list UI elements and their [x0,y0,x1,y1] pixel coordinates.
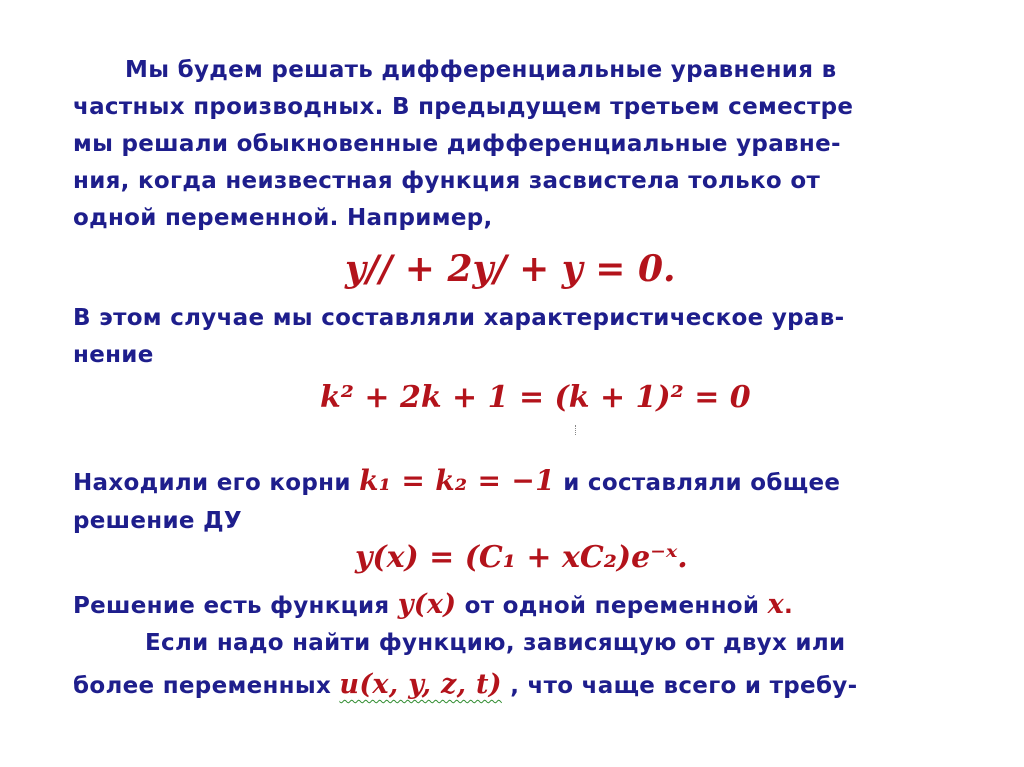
paragraph3-text-after: и составляли общее [554,470,841,496]
paragraph4-text-end: . [784,593,794,619]
paragraph2-line2: нение [73,342,154,368]
paragraph1-line3: мы решали обыкновенные дифференциальные уравне- [73,131,841,157]
paragraph4-text-middle: от одной переменной [456,593,768,619]
paragraph5-text-after: , что чаще всего и требу- [501,673,858,699]
paragraph5-line2 [73,669,857,700]
paragraph5-text-before: более переменных [73,673,340,699]
paragraph3-text-before: Находили его корни [73,470,360,496]
paragraph4-text-before: Решение есть функция [73,593,398,619]
paragraph3-line1 [73,464,840,497]
paragraph1-line4: ния, когда неизвестная функция засвистела только от [73,168,821,194]
multivar-function-math: u(x, y, z, t) [339,669,502,700]
variable-math: x [767,589,785,620]
roots-math: k₁ = k₂ = −1 [359,464,555,497]
paragraph5-line1: Если надо найти функцию, зависящую от двух или [145,630,846,656]
paragraph1-line5: одной переменной. Например, [73,205,493,231]
paragraph2-line1: В этом случае мы составляли характеристическое урав- [73,305,845,331]
formula-characteristic: k² + 2k + 1 = (k + 1)² = 0 [320,380,751,415]
function-math: y(x) [397,589,457,620]
spell-tick [575,425,576,435]
paragraph4-line1 [73,589,793,620]
formula-general-solution: y(x) = (C₁ + xC₂)e⁻ˣ. [355,540,688,575]
formula-ode: y// + 2y/ + y = 0. [345,248,676,290]
paragraph1-line1: Мы будем решать дифференциальные уравнения в [125,57,837,83]
paragraph1-line2: частных производных. В предыдущем третьем семестре [73,94,854,120]
paragraph3-line2: решение ДУ [73,508,242,534]
